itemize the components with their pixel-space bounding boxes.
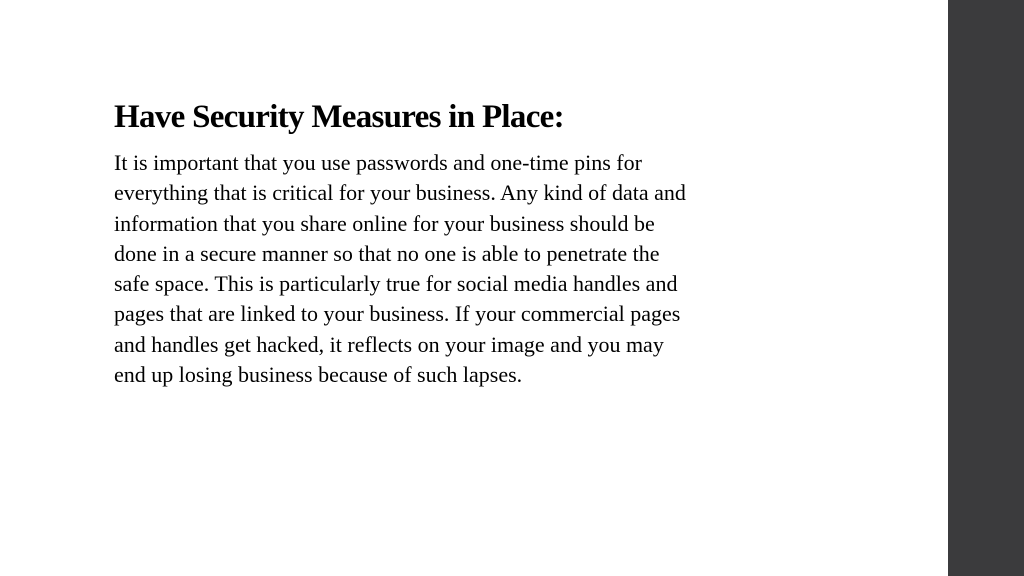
body-line: It is important that you use passwords and one-time pins for <box>114 150 642 175</box>
slide-body-text <box>114 148 834 390</box>
body-line: end up losing business because of such lapses. <box>114 362 523 388</box>
body-line: safe space. This is particularly true for social media handles and <box>114 271 678 297</box>
slide-content <box>114 96 834 390</box>
body-line: done in a secure manner so that no one is able to penetrate the <box>114 240 660 266</box>
body-line: and handles get hacked, it reflects on your image and you may <box>114 331 664 357</box>
body-line: everything that is critical for your business. Any kind of data and <box>114 180 686 206</box>
side-accent-band <box>948 0 1024 576</box>
body-line: pages that are linked to your business. If your commercial pages <box>114 301 681 327</box>
slide-title: Have Security Measures in Place: <box>114 99 564 135</box>
body-line: information that you share online for your business should be <box>114 210 655 236</box>
